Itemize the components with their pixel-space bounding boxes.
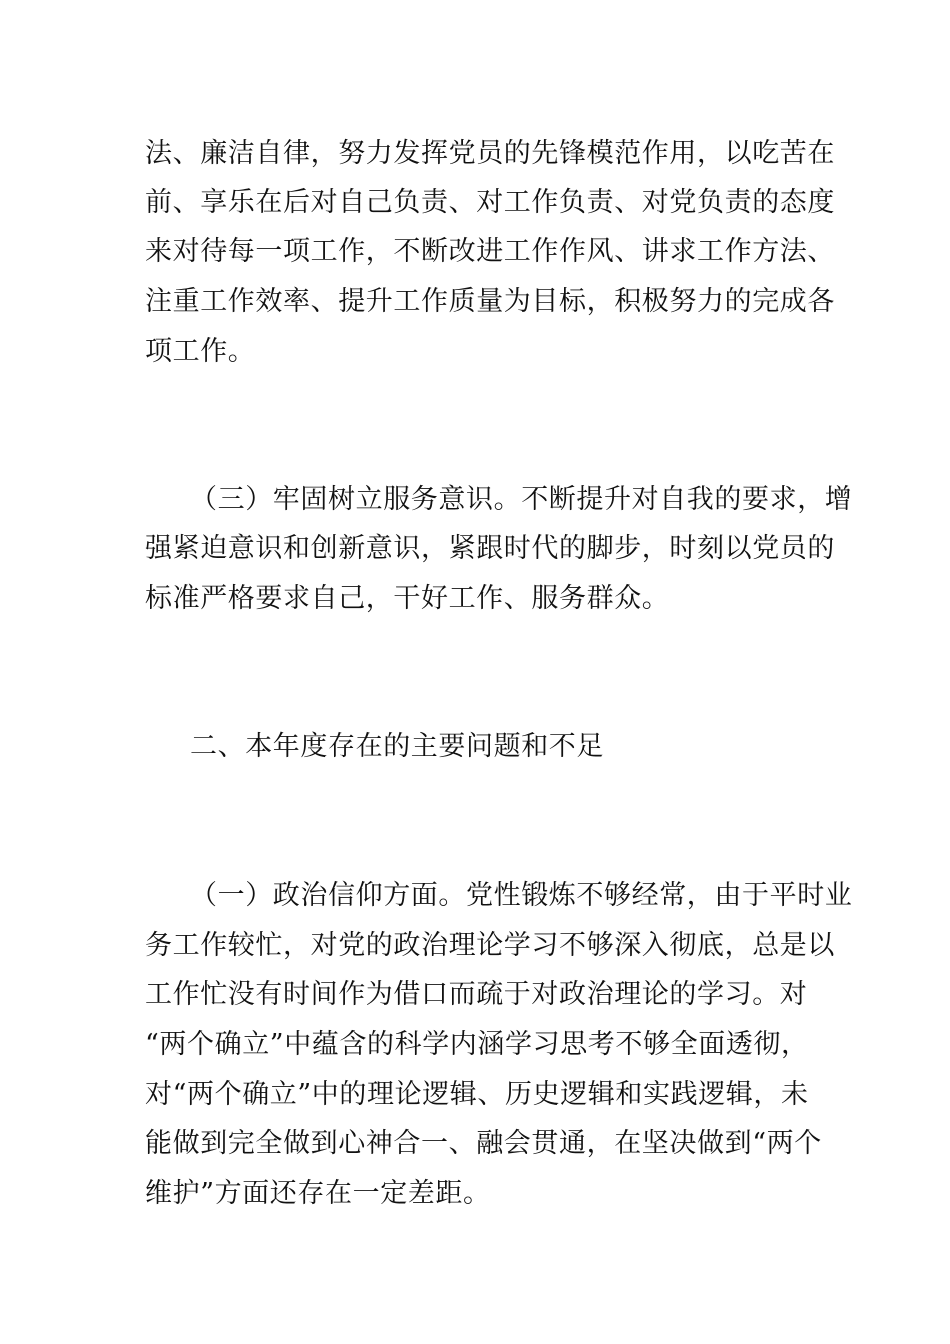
paragraph-line: 来对待每一项工作，不断改进工作作风、讲求工作方法、 — [145, 236, 835, 267]
paragraph-line: 注重工作效率、提升工作质量为目标，积极努力的完成各 — [145, 286, 835, 317]
paragraph-line: 法、廉洁自律，努力发挥党员的先锋模范作用，以吃苦在 — [145, 138, 835, 169]
paragraph-line: 对“两个确立”中的理论逻辑、历史逻辑和实践逻辑，未 — [145, 1079, 809, 1110]
paragraph-line: 标准严格要求自己，干好工作、服务群众。 — [145, 583, 670, 614]
paragraph-line: （一）政治信仰方面。党性锻炼不够经常，由于平时业 — [190, 880, 853, 911]
paragraph-line: 工作忙没有时间作为借口而疏于对政治理论的学习。对 — [145, 979, 808, 1010]
paragraph-line: 能做到完全做到心神合一、融会贯通，在坚决做到“两个 — [145, 1128, 822, 1159]
paragraph-line: 前、享乐在后对自己负责、对工作负责、对党负责的态度 — [145, 187, 835, 218]
paragraph-line: （三）牢固树立服务意识。不断提升对自我的要求，增 — [190, 484, 853, 515]
paragraph-line: 强紧迫意识和创新意识，紧跟时代的脚步，时刻以党员的 — [145, 533, 835, 564]
paragraph-line: 维护”方面还存在一定差距。 — [145, 1178, 491, 1209]
paragraph-line: “两个确立”中蕴含的科学内涵学习思考不够全面透彻， — [145, 1029, 809, 1060]
section-heading: 二、本年度存在的主要问题和不足 — [190, 731, 604, 762]
paragraph-line: 务工作较忙，对党的政治理论学习不够深入彻底，总是以 — [145, 930, 835, 961]
paragraph-line: 项工作。 — [145, 336, 256, 367]
